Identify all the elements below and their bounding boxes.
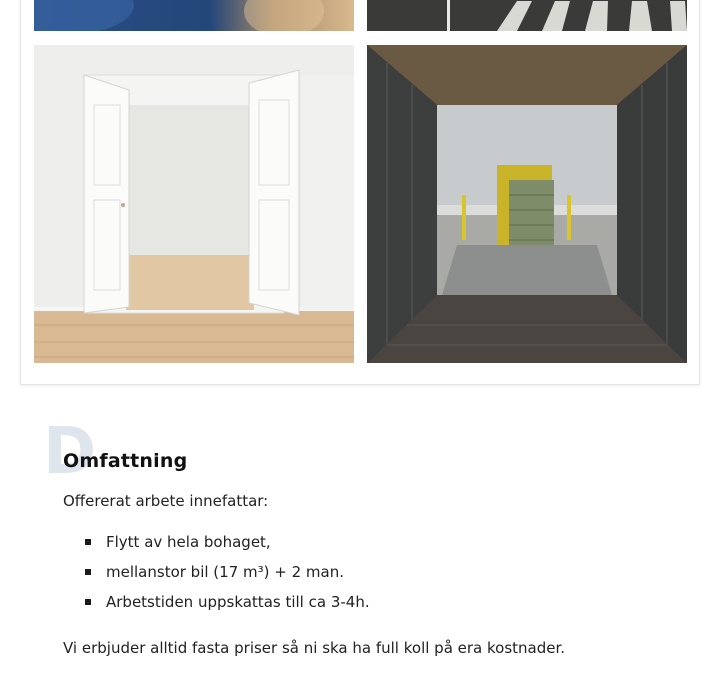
bullet-icon [85, 539, 91, 545]
bullet-icon [85, 599, 91, 605]
gallery-photo-truck-loading[interactable] [367, 45, 687, 363]
scope-list [63, 527, 683, 617]
section-title: Omfattning [63, 450, 188, 472]
list-item [63, 587, 683, 617]
list-item-text: mellanstor bil (17 m³) + 2 man. [106, 563, 344, 581]
image-gallery [20, 0, 700, 385]
scope-section [43, 415, 683, 657]
gallery-photo-crosswalk[interactable] [367, 0, 687, 31]
gallery-photo-worker[interactable] [34, 0, 354, 31]
list-item [63, 527, 683, 557]
list-item [63, 557, 683, 587]
list-item-text: Arbetstiden uppskattas till ca 3-4h. [106, 593, 370, 611]
list-item-text: Flytt av hela bohaget, [106, 533, 271, 551]
section-dropcap: D [43, 415, 97, 489]
closing-text: Vi erbjuder alltid fasta priser så ni ska ha full koll på era kostnader. [63, 639, 566, 657]
bullet-icon [85, 569, 91, 575]
section-intro: Offererat arbete innefattar: [63, 492, 269, 510]
gallery-photo-empty-room[interactable] [34, 45, 354, 363]
